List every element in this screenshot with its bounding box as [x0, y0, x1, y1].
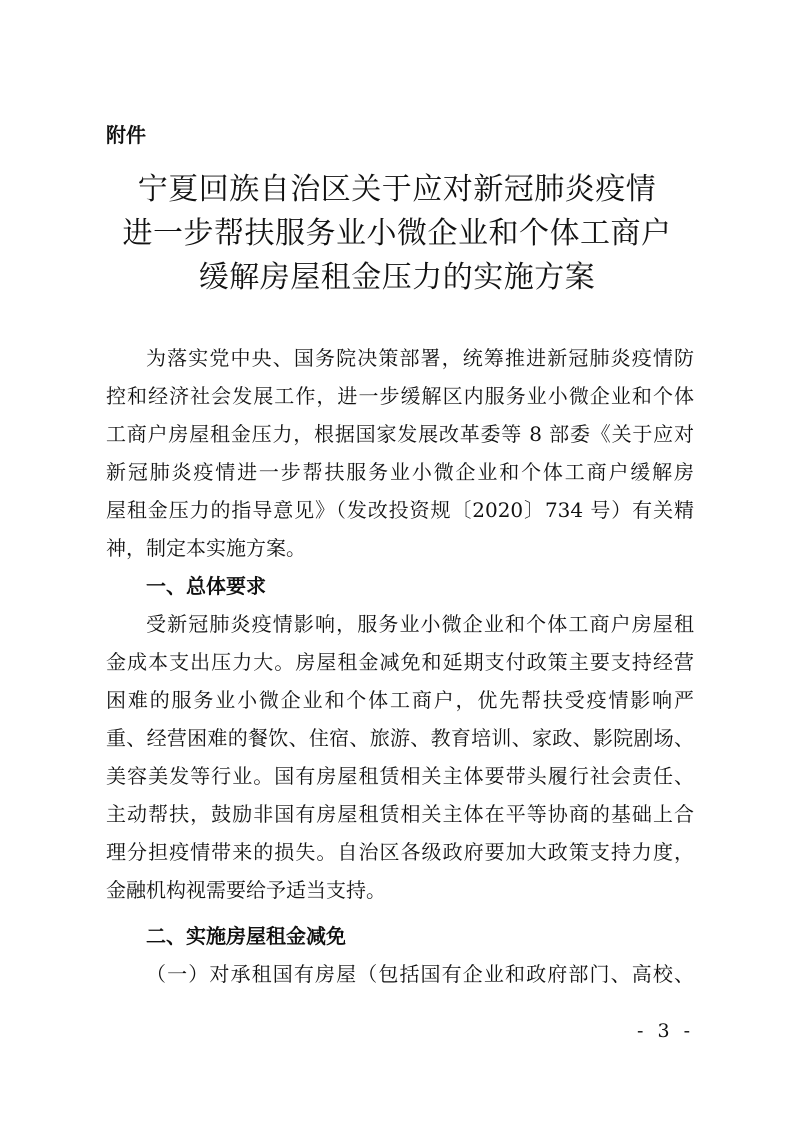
- title-line: 宁夏回族自治区关于应对新冠肺炎疫情: [137, 172, 657, 207]
- paragraph-line: 神，制定本实施方案。: [106, 536, 306, 560]
- title-line: 缓解房屋租金压力的实施方案: [198, 260, 596, 295]
- paragraph-line: 控和经济社会发展工作，进一步缓解区内服务业小微企业和个体: [106, 384, 694, 408]
- document-title: [0, 168, 794, 300]
- paragraph-line: 金成本支出压力大。房屋租金减免和延期支付政策主要支持经营: [106, 650, 694, 674]
- paragraph-line: 重、经营困难的餐饮、住宿、旅游、教育培训、家政、影院剧场、: [106, 726, 694, 750]
- paragraph-line: 困难的服务业小微企业和个体工商户，优先帮扶受疫情影响严: [106, 688, 694, 712]
- paragraph-line: （一）对承租国有房屋（包括国有企业和政府部门、高校、: [146, 962, 694, 986]
- paragraph-line: 新冠肺炎疫情进一步帮扶服务业小微企业和个体工商户缓解房: [106, 460, 694, 484]
- paragraph-line: 受新冠肺炎疫情影响，服务业小微企业和个体工商户房屋租: [146, 612, 694, 636]
- paragraph-line: 金融机构视需要给予适当支持。: [106, 878, 386, 902]
- page-number: - 3 -: [636, 1020, 694, 1042]
- title-line: 进一步帮扶服务业小微企业和个体工商户: [122, 216, 672, 251]
- section-heading: 一、总体要求: [146, 574, 266, 598]
- paragraph-line: 工商户房屋租金压力，根据国家发展改革委等 8 部委《关于应对: [106, 422, 694, 446]
- paragraph-line: 为落实党中央、国务院决策部署，统筹推进新冠肺炎疫情防: [146, 346, 694, 370]
- attachment-label: 附件: [106, 123, 146, 147]
- paragraph-line: 美容美发等行业。国有房屋租赁相关主体要带头履行社会责任、: [106, 764, 694, 788]
- section-heading: 二、实施房屋租金减免: [146, 924, 346, 948]
- paragraph-line: 理分担疫情带来的损失。自治区各级政府要加大政策支持力度，: [106, 840, 694, 864]
- paragraph-line: 屋租金压力的指导意见》（发改投资规〔2020〕734 号）有关精: [106, 498, 694, 522]
- paragraph-line: 主动帮扶，鼓励非国有房屋租赁相关主体在平等协商的基础上合: [106, 802, 694, 826]
